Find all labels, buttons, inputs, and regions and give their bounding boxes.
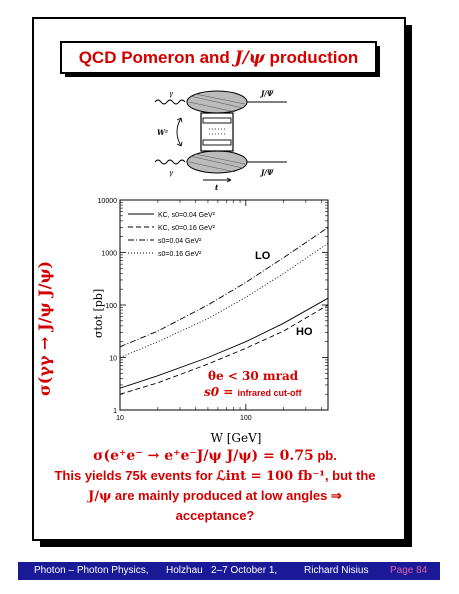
w2-label: W² <box>157 128 168 137</box>
s0-cut-math: s0 = <box>204 385 238 399</box>
s0-cut-text: infrared cut-off <box>237 388 302 398</box>
x-axis-label: W [GeV] <box>210 431 262 445</box>
slide-title <box>62 43 375 72</box>
title-suffix: production <box>264 48 359 67</box>
theta-cut-label: θe < 30 mrad <box>208 369 299 383</box>
feynman-diagram <box>135 82 305 194</box>
footer-conference: Photon – Photon Physics, <box>34 565 149 576</box>
title-box <box>60 41 377 74</box>
y-tick-label: 10000 <box>97 198 117 205</box>
events-text-a: This yields 75k events for <box>54 468 217 483</box>
xsec-formula: σ(e⁺e⁻ → e⁺e⁻J/ψ J/ψ) = 0.75 <box>93 448 314 464</box>
lo-label: LO <box>255 250 271 262</box>
gamma-bottom-label: γ <box>169 169 174 177</box>
legend-label: KC, s0=0.16 GeV² <box>158 225 216 232</box>
angles-text: are mainly produced at low angles ⇒ <box>111 488 342 503</box>
y-tick-label: 100 <box>105 303 117 310</box>
summary-text <box>40 446 390 525</box>
xsec-unit: pb. <box>313 448 337 463</box>
events-line <box>40 466 390 486</box>
events-text-b: , but the <box>324 468 376 483</box>
y-tick-label: 10 <box>109 355 117 363</box>
y-axis-label: σtot [pb] <box>92 288 105 338</box>
legend-label: KC, s0=0.04 GeV² <box>158 212 216 219</box>
angles-line <box>40 486 390 506</box>
footer-place-date: Holzhau 2–7 October 1, <box>166 565 278 576</box>
y-tick-label: 1000 <box>101 250 117 258</box>
x-tick-label: 10 <box>116 415 124 422</box>
t-label: t <box>215 183 219 192</box>
footer-author: Richard Nisius <box>304 565 369 576</box>
ho-label: HO <box>296 326 313 338</box>
xsec-line <box>40 446 390 466</box>
jpsi-top-label: J/Ψ <box>261 89 274 98</box>
title-math: J/ψ <box>234 48 265 68</box>
jpsi-math: J/ψ <box>88 489 112 504</box>
footer-page: Page 84 <box>390 565 428 576</box>
gamma-top-label: γ <box>169 90 174 98</box>
side-label-text: σ(γγ → J/ψ J/ψ) <box>35 260 54 396</box>
footer-bar <box>18 562 440 580</box>
acceptance-line: acceptance? <box>175 508 255 523</box>
title-prefix: QCD Pomeron and <box>78 48 235 67</box>
luminosity-math: ℒint = 100 fb⁻¹ <box>216 469 325 484</box>
jpsi-bottom-label: J/Ψ <box>261 168 274 177</box>
x-tick-label: 100 <box>239 415 252 422</box>
legend-label: s0=0.04 GeV² <box>158 238 202 245</box>
cross-section-chart <box>40 190 340 450</box>
legend-label: s0=0.16 GeV² <box>158 251 202 258</box>
y-tick-label: 1 <box>113 408 117 415</box>
svg-text:s0 = infrared cut-off <box>204 385 303 399</box>
